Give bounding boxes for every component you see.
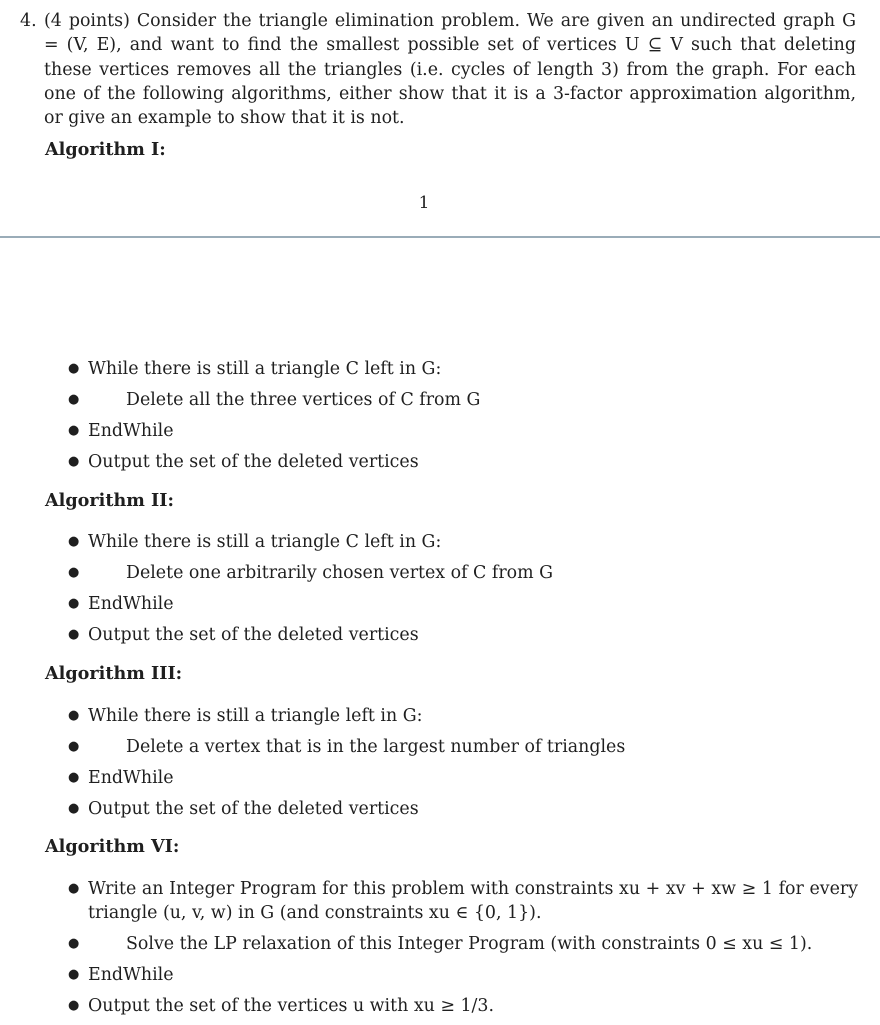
page-number: 1 — [418, 193, 430, 213]
list-item — [68, 450, 858, 481]
algorithm-3-steps — [68, 704, 858, 828]
step-text: While there is still a triangle C left in G: — [88, 359, 442, 379]
bullet-icon: ● — [68, 770, 80, 785]
step-text: EndWhile — [88, 965, 174, 985]
step-text: While there is still a triangle C left in G: — [88, 532, 442, 552]
page-break-divider — [0, 236, 880, 238]
bullet-icon: ● — [68, 936, 80, 951]
list-item — [68, 388, 858, 419]
algorithm-2-steps — [68, 530, 858, 654]
step-text: Delete one arbitrarily chosen vertex of C from G — [126, 563, 554, 583]
list-item — [68, 704, 858, 735]
list-item — [68, 932, 858, 963]
problem-number: 4. — [20, 11, 37, 31]
list-item — [68, 797, 858, 828]
step-text: EndWhile — [88, 768, 174, 788]
algorithm-2-heading: Algorithm II: — [45, 490, 174, 511]
problem-text: (4 points) Consider the triangle elimination problem. We are given an undirected graph G = (V, E), and want to find the smallest possible set of vertices U ⊆ V such that deleting these vertices removes all the triangles (i.e. cycles of length 3) from the graph. For each one of the following algorithms, either show that it is a 3-factor approximation algorithm, or give an example to show that it is not. — [44, 11, 856, 129]
bullet-icon: ● — [68, 881, 80, 896]
bullet-icon: ● — [68, 739, 80, 754]
bullet-icon: ● — [68, 534, 80, 549]
step-text: Delete a vertex that is in the largest number of triangles — [126, 737, 626, 757]
bullet-icon: ● — [68, 423, 80, 438]
step-text: EndWhile — [88, 421, 174, 441]
list-item — [68, 994, 858, 1025]
step-text: EndWhile — [88, 594, 174, 614]
algorithm-1-steps — [68, 357, 858, 481]
algorithm-3-heading: Algorithm III: — [45, 663, 183, 684]
bullet-icon: ● — [68, 801, 80, 816]
problem-statement — [20, 9, 856, 130]
bullet-icon: ● — [68, 708, 80, 723]
list-item — [68, 963, 858, 994]
list-item — [68, 419, 858, 450]
step-text: Output the set of the deleted vertices — [88, 625, 419, 645]
bullet-icon: ● — [68, 392, 80, 407]
step-text: While there is still a triangle left in G: — [88, 706, 423, 726]
list-item — [68, 735, 858, 766]
step-text: Solve the LP relaxation of this Integer Program (with constraints 0 ≤ xu ≤ 1). — [126, 934, 813, 954]
bullet-icon: ● — [68, 967, 80, 982]
list-item — [68, 530, 858, 561]
list-item — [68, 877, 858, 932]
step-text: Delete all the three vertices of C from G — [126, 390, 481, 410]
bullet-icon: ● — [68, 565, 80, 580]
bullet-icon: ● — [68, 596, 80, 611]
bullet-icon: ● — [68, 361, 80, 376]
list-item — [68, 592, 858, 623]
bullet-icon: ● — [68, 998, 80, 1013]
list-item — [68, 766, 858, 797]
list-item — [68, 357, 858, 388]
bullet-icon: ● — [68, 454, 80, 469]
step-text: Output the set of the deleted vertices — [88, 452, 419, 472]
step-text: Output the set of the vertices u with xu ≥ 1/3. — [88, 996, 494, 1016]
list-item — [68, 623, 858, 654]
list-item — [68, 561, 858, 592]
step-text: Write an Integer Program for this problem with constraints xu + xv + xw ≥ 1 for every triangle (u, v, w) in G (and constraints xu ∈ {0, 1}). — [88, 879, 858, 923]
algorithm-4-steps — [68, 877, 858, 1025]
step-text: Output the set of the deleted vertices — [88, 799, 419, 819]
bullet-icon: ● — [68, 627, 80, 642]
algorithm-1-heading: Algorithm I: — [45, 139, 166, 160]
algorithm-4-heading: Algorithm VI: — [45, 836, 180, 857]
